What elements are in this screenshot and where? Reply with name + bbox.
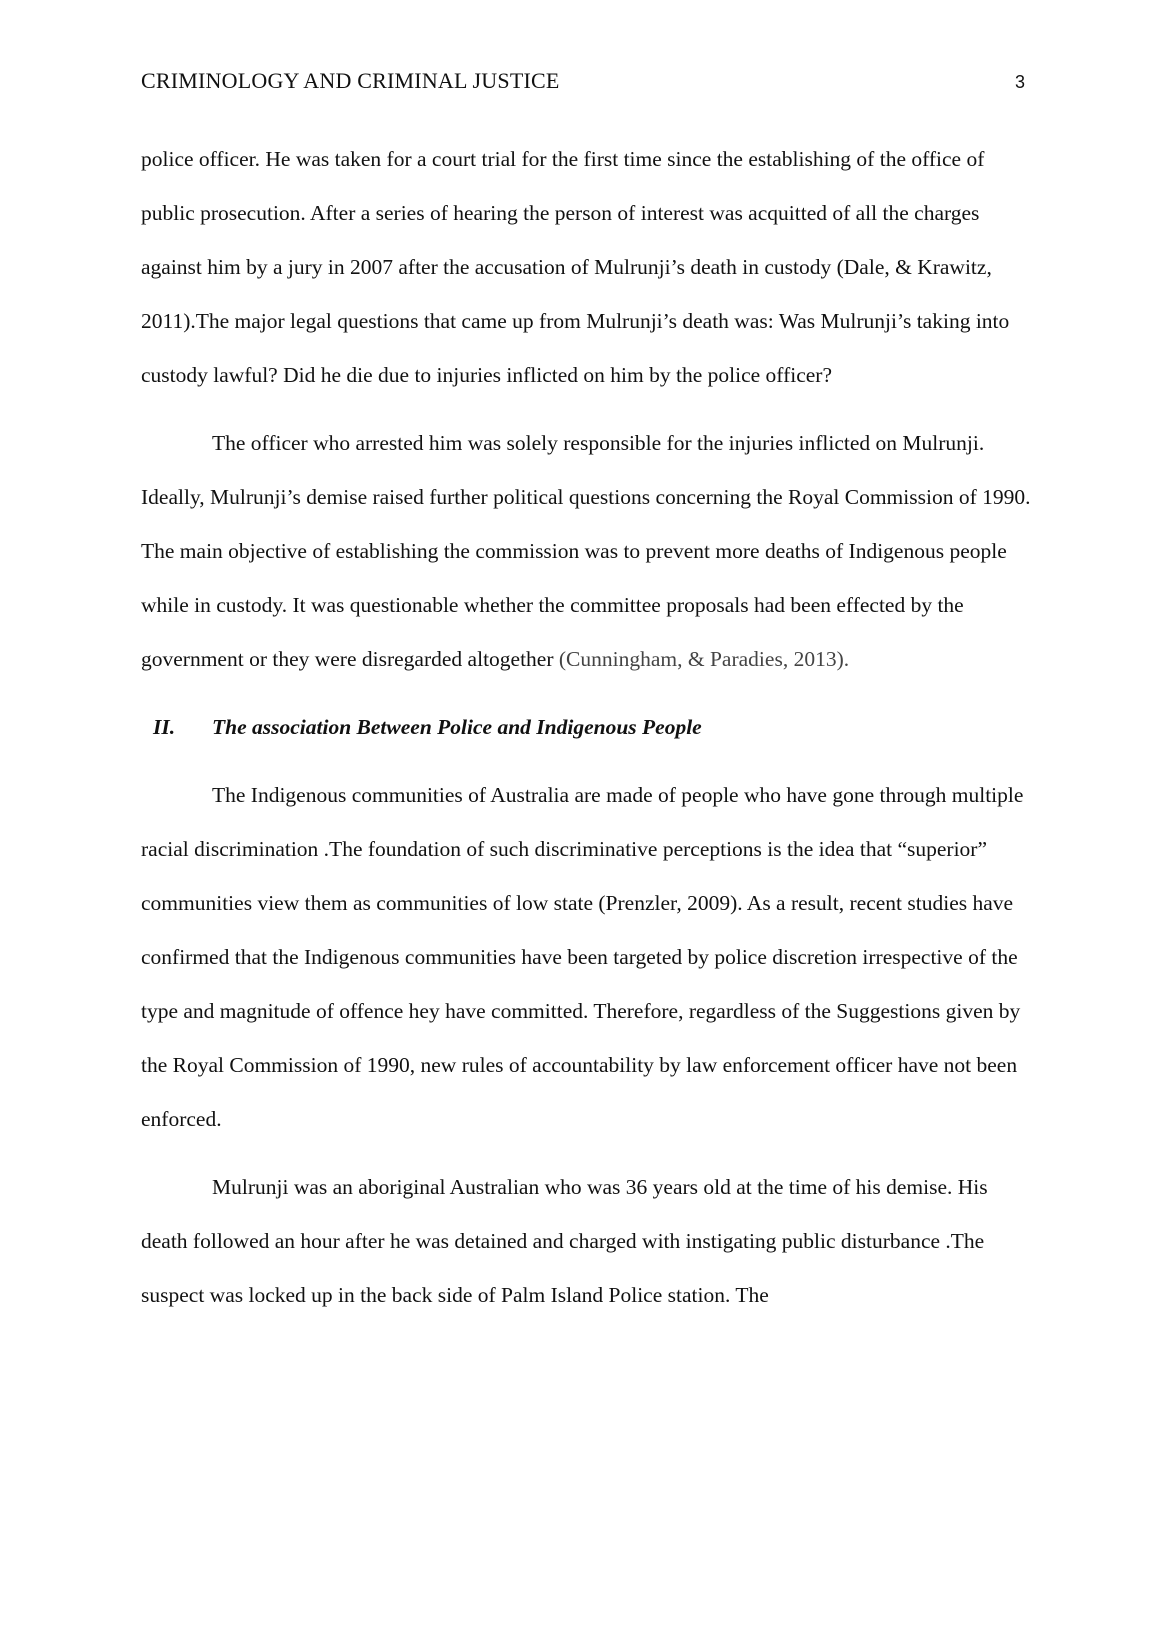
paragraph-2 bbox=[141, 416, 1031, 686]
section-heading-number: II. bbox=[153, 715, 176, 739]
document-body bbox=[141, 132, 1031, 1336]
paragraph-2-citation: (Cunningham, & Paradies, 2013). bbox=[558, 647, 850, 671]
section-heading bbox=[141, 700, 1031, 754]
section-heading-title: The association Between Police and Indigenous People bbox=[212, 715, 702, 739]
paragraph-3: The Indigenous communities of Australia are made of people who have gone through multiple racial discrimination .The foundation of such discriminative perceptions is the idea that “superior” communities view them as communities of low state (Prenzler, 2009). As a result, recent studies have confirmed that the Indigenous communities have been targeted by police discretion irrespective of the type and magnitude of offence hey have committed. Therefore, regardless of the Suggestions given by the Royal Commission of 1990, new rules of accountability by law enforcement officer have not been enforced. bbox=[141, 783, 1024, 1131]
paragraph-2-text: The officer who arrested him was solely responsible for the injuries inflicted on Mulrunji. Ideally, Mulrunji’s demise raised further political questions concerning the Royal Commission of 1990. The main objective of establishing the commission was to prevent more deaths of Indigenous people while in custody. It was questionable whether the committee proposals had been effected by the government or they were disregarded altogether bbox=[141, 431, 1031, 671]
page-number: 3 bbox=[1014, 72, 1025, 92]
running-head: CRIMINOLOGY AND CRIMINAL JUSTICE bbox=[141, 68, 560, 93]
paragraph-1: police officer. He was taken for a court trial for the first time since the establishing of the office of public prosecution. After a series of hearing the person of interest was acquitted of all the charges against him by a jury in 2007 after the accusation of Mulrunji’s death in custody (Dale, & Krawitz, 2011).The major legal questions that came up from Mulrunji’s death was: Was Mulrunji’s taking into custody lawful? Did he die due to injuries inflicted on him by the police officer? bbox=[141, 147, 1010, 387]
paragraph-4: Mulrunji was an aboriginal Australian who was 36 years old at the time of his demise. His death followed an hour after he was detained and charged with instigating public disturbance .The suspect was locked up in the back side of Palm Island Police station. The bbox=[141, 1175, 988, 1307]
